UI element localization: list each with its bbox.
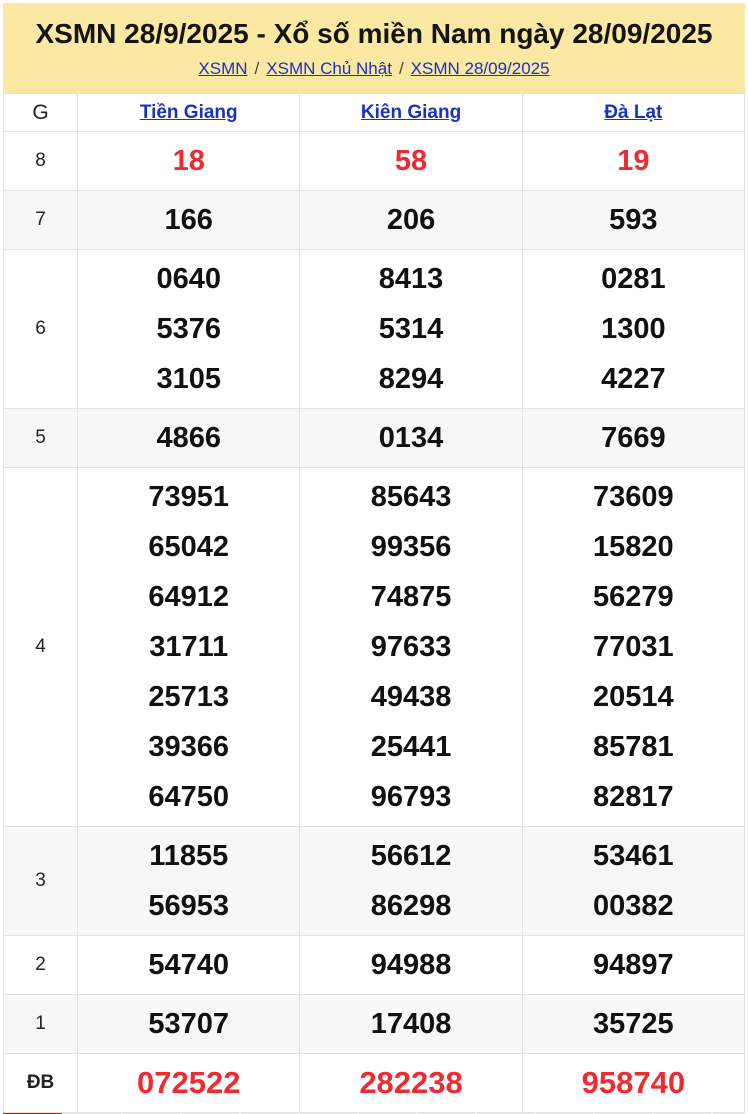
prize-number: 19 <box>617 145 650 177</box>
prize-number: 56953 <box>148 890 230 922</box>
prize-number: 65042 <box>148 531 230 563</box>
prize-row-5 <box>4 409 745 468</box>
prize-row-4 <box>4 468 745 827</box>
prize-cell-6-col0 <box>78 250 300 409</box>
province-column-1 <box>300 94 522 132</box>
table-header-row <box>4 94 745 132</box>
prize-cell-5-col0 <box>78 409 300 468</box>
prize-label-3: 3 <box>4 827 78 936</box>
prize-number: 25713 <box>148 681 230 713</box>
prize-number: 5314 <box>378 313 444 345</box>
prize-label-6: 6 <box>4 250 78 409</box>
prize-number: 17408 <box>370 1008 452 1040</box>
prize-number: 8413 <box>378 263 444 295</box>
prize-number: 206 <box>386 204 436 236</box>
prize-number: 74875 <box>370 581 452 613</box>
prize-number: 25441 <box>370 731 452 763</box>
prize-label-7: 7 <box>4 191 78 250</box>
prize-number: 82817 <box>593 781 674 813</box>
prize-number: 0281 <box>601 263 666 295</box>
prize-cell-7-col2 <box>522 191 744 250</box>
results-header <box>3 3 745 93</box>
province-column-0 <box>78 94 300 132</box>
page-title: XSMN 28/9/2025 - Xổ số miền Nam ngày 28/09/2025 <box>35 18 713 49</box>
prize-cell-5-col1 <box>300 409 522 468</box>
prize-number: 56279 <box>593 581 674 613</box>
prize-label-4: 4 <box>4 468 78 827</box>
prize-label-8: 8 <box>4 132 78 191</box>
prize-number: 53707 <box>148 1008 230 1040</box>
prize-number: 94988 <box>370 949 452 981</box>
prize-cell-6-col1 <box>300 250 522 409</box>
prize-number: 00382 <box>593 890 674 922</box>
prize-number: 3105 <box>156 363 221 395</box>
prize-cell-7-col1 <box>300 191 522 250</box>
prize-number: 53461 <box>593 840 674 872</box>
prize-number: 35725 <box>593 1008 674 1040</box>
prize-number: 31711 <box>149 631 229 663</box>
prize-cell-5-col2 <box>522 409 744 468</box>
prize-row-ĐB <box>4 1054 745 1113</box>
prize-number: 18 <box>172 145 205 177</box>
prize-number: 39366 <box>148 731 230 763</box>
prize-row-1 <box>4 995 745 1054</box>
prize-cell-8-col0 <box>78 132 300 191</box>
prize-number: 1300 <box>601 313 666 345</box>
prize-cell-4-col1 <box>300 468 522 827</box>
prize-number: 282238 <box>359 1065 463 1100</box>
prize-row-8 <box>4 132 745 191</box>
prize-label-5: 5 <box>4 409 78 468</box>
prize-number: 97633 <box>370 631 452 663</box>
prize-number: 7669 <box>601 422 666 454</box>
prize-cell-ĐB-col1 <box>300 1054 522 1113</box>
prize-cell-2-col1 <box>300 936 522 995</box>
prize-cell-3-col1 <box>300 827 522 936</box>
breadcrumb-link-1[interactable]: XSMN Chủ Nhật <box>266 59 392 78</box>
prize-cell-2-col2 <box>522 936 744 995</box>
prize-cell-4-col0 <box>78 468 300 827</box>
prize-number: 54740 <box>148 949 230 981</box>
prize-cell-1-col1 <box>300 995 522 1054</box>
prize-number: 86298 <box>370 890 452 922</box>
prize-cell-4-col2 <box>522 468 744 827</box>
prize-cell-8-col2 <box>522 132 744 191</box>
prize-label-2: 2 <box>4 936 78 995</box>
prize-cell-7-col0 <box>78 191 300 250</box>
prize-cell-6-col2 <box>522 250 744 409</box>
prize-label-ĐB: ĐB <box>4 1054 78 1113</box>
prize-row-2 <box>4 936 745 995</box>
results-body <box>4 132 745 1113</box>
breadcrumb-link-2[interactable]: XSMN 28/09/2025 <box>410 59 550 78</box>
prize-number: 20514 <box>593 681 674 713</box>
prize-cell-1-col2 <box>522 995 744 1054</box>
prize-number: 4866 <box>156 422 221 454</box>
prize-number: 11855 <box>149 840 229 872</box>
prize-column-header: G <box>4 94 78 132</box>
prize-cell-1-col0 <box>78 995 300 1054</box>
prize-row-7 <box>4 191 745 250</box>
prize-number: 64750 <box>148 781 230 813</box>
breadcrumb-link-0[interactable]: XSMN <box>198 59 248 78</box>
prize-number: 958740 <box>581 1065 686 1100</box>
prize-cell-ĐB-col2 <box>522 1054 744 1113</box>
prize-number: 8294 <box>378 363 444 395</box>
prize-number: 15820 <box>593 531 674 563</box>
prize-number: 0640 <box>156 263 221 295</box>
prize-number: 072522 <box>137 1065 241 1100</box>
prize-row-6 <box>4 250 745 409</box>
prize-cell-ĐB-col0 <box>78 1054 300 1113</box>
breadcrumb-separator: / <box>254 59 260 78</box>
prize-number: 56612 <box>370 840 452 872</box>
province-column-2 <box>522 94 744 132</box>
prize-number: 77031 <box>593 631 674 663</box>
prize-number: 166 <box>164 204 213 236</box>
prize-cell-3-col2 <box>522 827 744 936</box>
province-header-link-1[interactable]: Kiên Giang <box>360 101 462 123</box>
breadcrumb <box>198 59 549 79</box>
province-header-link-0[interactable]: Tiền Giang <box>139 101 238 123</box>
prize-number: 593 <box>609 204 658 236</box>
prize-label-1: 1 <box>4 995 78 1054</box>
prize-cell-3-col0 <box>78 827 300 936</box>
results-table <box>3 93 745 1113</box>
prize-cell-2-col0 <box>78 936 300 995</box>
prize-number: 96793 <box>370 781 452 813</box>
breadcrumb-separator: / <box>398 59 404 78</box>
province-header-link-2[interactable]: Đà Lạt <box>604 101 663 123</box>
prize-number: 0134 <box>378 422 444 454</box>
prize-number: 99356 <box>370 531 452 563</box>
prize-number: 4227 <box>601 363 666 395</box>
prize-number: 85643 <box>370 481 452 513</box>
prize-number: 58 <box>394 145 428 177</box>
prize-number: 5376 <box>156 313 221 345</box>
prize-number: 73609 <box>593 481 674 513</box>
prize-number: 85781 <box>593 731 674 763</box>
prize-row-3 <box>4 827 745 936</box>
prize-number: 73951 <box>148 481 230 513</box>
prize-number: 64912 <box>148 581 230 613</box>
prize-number: 49438 <box>370 681 452 713</box>
prize-number: 94897 <box>593 949 674 981</box>
prize-cell-8-col1 <box>300 132 522 191</box>
